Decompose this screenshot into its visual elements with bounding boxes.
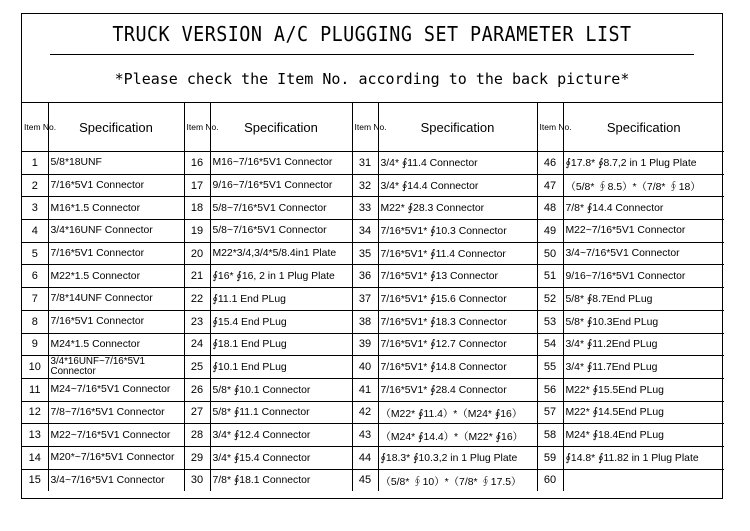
item-number-cell: 32 <box>352 174 378 197</box>
item-number-cell: 6 <box>22 265 48 288</box>
specification-cell: 3/4* ∮11.4 Connector <box>378 152 537 175</box>
specification-cell: 3/4* ∮14.4 Connector <box>378 174 537 197</box>
item-number-cell: 8 <box>22 310 48 333</box>
item-number-cell: 39 <box>352 333 378 356</box>
table-row <box>22 265 724 288</box>
specification-cell: 7/16*5V1* ∮11.4 Connector <box>378 242 537 265</box>
specification-cell: 3/4* ∮12.4 Connector <box>210 424 352 447</box>
item-number-cell: 56 <box>537 378 563 401</box>
specification-cell: （M24* ∮14.4）*（M22* ∮16） <box>378 424 537 447</box>
specification-cell: 7/16*5V1* ∮14.8 Connector <box>378 356 537 379</box>
item-number-cell: 22 <box>184 288 210 311</box>
specification-cell: M22* ∮15.5End PLug <box>563 378 724 401</box>
table-row <box>22 197 724 220</box>
item-number-cell: 59 <box>537 446 563 469</box>
specification-cell: 9/16~7/16*5V1 Connector <box>210 174 352 197</box>
item-number-cell: 37 <box>352 288 378 311</box>
specification-cell: ∮18.3* ∮10.3,2 in 1 Plug Plate <box>378 446 537 469</box>
table-row <box>22 174 724 197</box>
item-number-cell: 46 <box>537 152 563 175</box>
specification-cell: 7/16*5V1* ∮12.7 Connector <box>378 333 537 356</box>
item-no-header: Item No. <box>184 103 210 152</box>
item-number-cell: 24 <box>184 333 210 356</box>
specification-cell: 7/16*5V1 Connector <box>48 310 184 333</box>
item-number-cell: 52 <box>537 288 563 311</box>
item-number-cell: 19 <box>184 220 210 243</box>
table-row <box>22 242 724 265</box>
item-number-cell: 57 <box>537 401 563 424</box>
item-number-cell: 51 <box>537 265 563 288</box>
item-number-cell: 1 <box>22 152 48 175</box>
specification-cell: M22* ∮28.3 Connector <box>378 197 537 220</box>
specification-cell: 3/4~7/16*5V1 Connector <box>563 242 724 265</box>
item-number-cell: 3 <box>22 197 48 220</box>
parameter-sheet <box>21 13 723 499</box>
item-no-header: Item No. <box>22 103 48 152</box>
specification-cell: 3/4~7/16*5V1 Connector <box>48 469 184 491</box>
item-number-cell: 10 <box>22 356 48 379</box>
specification-cell: 7/16*5V1 Connector <box>48 242 184 265</box>
item-number-cell: 35 <box>352 242 378 265</box>
item-number-cell: 54 <box>537 333 563 356</box>
specification-cell: M22*3/4,3/4*5/8.4in1 Plate <box>210 242 352 265</box>
item-number-cell: 20 <box>184 242 210 265</box>
specification-cell: 5/8~7/16*5V1 Connector <box>210 197 352 220</box>
header-row <box>22 103 724 152</box>
specification-cell: M22* ∮14.5End PLug <box>563 401 724 424</box>
item-number-cell: 9 <box>22 333 48 356</box>
item-number-cell: 23 <box>184 310 210 333</box>
specification-cell: M22~7/16*5V1 Connector <box>48 424 184 447</box>
specification-cell: （5/8* ∮10）*（7/8* ∮17.5） <box>378 469 537 491</box>
item-number-cell: 50 <box>537 242 563 265</box>
item-number-cell: 55 <box>537 356 563 379</box>
specification-cell: （5/8* ∮8.5）*（7/8* ∮18） <box>563 174 724 197</box>
specification-cell: 3/4*16UNF Connector <box>48 220 184 243</box>
item-number-cell: 4 <box>22 220 48 243</box>
table-row <box>22 333 724 356</box>
table-row <box>22 424 724 447</box>
item-number-cell: 2 <box>22 174 48 197</box>
item-number-cell: 38 <box>352 310 378 333</box>
item-number-cell: 28 <box>184 424 210 447</box>
table-row <box>22 310 724 333</box>
specification-cell: 5/8~7/16*5V1 Connector <box>210 220 352 243</box>
specification-cell: 3/4* ∮11.2End PLug <box>563 333 724 356</box>
specification-cell: ∮18.1 End PLug <box>210 333 352 356</box>
item-number-cell: 30 <box>184 469 210 491</box>
item-number-cell: 42 <box>352 401 378 424</box>
item-number-cell: 44 <box>352 446 378 469</box>
item-no-header: Item No. <box>537 103 563 152</box>
specification-cell: M24~7/16*5V1 Connector <box>48 378 184 401</box>
specification-cell: ∮17.8* ∮8.7,2 in 1 Plug Plate <box>563 152 724 175</box>
specification-cell: 7/8* ∮18.1 Connector <box>210 469 352 491</box>
parameter-table <box>22 103 724 491</box>
specification-header: Specification <box>563 103 724 152</box>
specification-cell: ∮16* ∮16, 2 in 1 Plug Plate <box>210 265 352 288</box>
item-number-cell: 17 <box>184 174 210 197</box>
specification-cell: M22*1.5 Connector <box>48 265 184 288</box>
item-number-cell: 33 <box>352 197 378 220</box>
item-number-cell: 21 <box>184 265 210 288</box>
item-number-cell: 34 <box>352 220 378 243</box>
specification-cell: 5/8* ∮10.3End PLug <box>563 310 724 333</box>
specification-header: Specification <box>210 103 352 152</box>
specification-cell: 3/4*16UNF~7/16*5V1 Connector <box>48 356 184 379</box>
specification-cell: 7/16*5V1 Connector <box>48 174 184 197</box>
specification-cell: ∮15.4 End PLug <box>210 310 352 333</box>
specification-cell: 7/16*5V1* ∮10.3 Connector <box>378 220 537 243</box>
table-row <box>22 401 724 424</box>
item-number-cell: 53 <box>537 310 563 333</box>
table-row <box>22 288 724 311</box>
item-number-cell: 7 <box>22 288 48 311</box>
specification-cell: 7/8* ∮14.4 Connector <box>563 197 724 220</box>
item-number-cell: 29 <box>184 446 210 469</box>
item-number-cell: 25 <box>184 356 210 379</box>
table-body <box>22 152 724 492</box>
specification-cell: ∮10.1 End PLug <box>210 356 352 379</box>
specification-cell: 7/16*5V1* ∮13 Connector <box>378 265 537 288</box>
item-number-cell: 14 <box>22 446 48 469</box>
specification-header: Specification <box>378 103 537 152</box>
specification-cell: 5/8* ∮8.7End PLug <box>563 288 724 311</box>
item-number-cell: 16 <box>184 152 210 175</box>
specification-cell: M22~7/16*5V1 Connector <box>563 220 724 243</box>
specification-cell: ∮11.1 End PLug <box>210 288 352 311</box>
item-number-cell: 41 <box>352 378 378 401</box>
table-row <box>22 152 724 175</box>
specification-cell: 7/16*5V1* ∮18.3 Connector <box>378 310 537 333</box>
specification-cell: 9/16~7/16*5V1 Connector <box>563 265 724 288</box>
specification-cell <box>563 469 724 491</box>
specification-cell: M16~7/16*5V1 Connector <box>210 152 352 175</box>
item-number-cell: 48 <box>537 197 563 220</box>
item-number-cell: 11 <box>22 378 48 401</box>
specification-cell: 5/8* ∮11.1 Connector <box>210 401 352 424</box>
specification-cell: （M22* ∮11.4）*（M24* ∮16） <box>378 401 537 424</box>
specification-cell: ∮14.8* ∮11.82 in 1 Plug Plate <box>563 446 724 469</box>
item-number-cell: 58 <box>537 424 563 447</box>
item-number-cell: 43 <box>352 424 378 447</box>
item-number-cell: 36 <box>352 265 378 288</box>
item-number-cell: 40 <box>352 356 378 379</box>
item-no-header: Item No. <box>352 103 378 152</box>
specification-cell: M24*1.5 Connector <box>48 333 184 356</box>
item-number-cell: 27 <box>184 401 210 424</box>
instruction-note: *Please check the Item No. according to the back picture* <box>22 55 722 103</box>
specification-cell: M20*~7/16*5V1 Connector <box>48 446 184 469</box>
specification-cell: 7/8*14UNF Connector <box>48 288 184 311</box>
item-number-cell: 49 <box>537 220 563 243</box>
specification-cell: 3/4* ∮11.7End PLug <box>563 356 724 379</box>
table-row <box>22 469 724 491</box>
table-row <box>22 378 724 401</box>
specification-cell: 3/4* ∮15.4 Connector <box>210 446 352 469</box>
specification-cell: M16*1.5 Connector <box>48 197 184 220</box>
specification-header: Specification <box>48 103 184 152</box>
sheet-title: TRUCK VERSION A/C PLUGGING SET PARAMETER LIST <box>50 14 694 55</box>
specification-cell: 5/8*18UNF <box>48 152 184 175</box>
item-number-cell: 31 <box>352 152 378 175</box>
item-number-cell: 5 <box>22 242 48 265</box>
item-number-cell: 45 <box>352 469 378 491</box>
item-number-cell: 18 <box>184 197 210 220</box>
specification-cell: 7/8~7/16*5V1 Connector <box>48 401 184 424</box>
specification-cell: M24* ∮18.4End PLug <box>563 424 724 447</box>
item-number-cell: 47 <box>537 174 563 197</box>
item-number-cell: 13 <box>22 424 48 447</box>
table-row <box>22 446 724 469</box>
item-number-cell: 26 <box>184 378 210 401</box>
table-row <box>22 356 724 379</box>
table-row <box>22 220 724 243</box>
specification-cell: 7/16*5V1* ∮15.6 Connector <box>378 288 537 311</box>
item-number-cell: 60 <box>537 469 563 491</box>
specification-cell: 7/16*5V1* ∮28.4 Connector <box>378 378 537 401</box>
item-number-cell: 15 <box>22 469 48 491</box>
specification-cell: 5/8* ∮10.1 Connector <box>210 378 352 401</box>
item-number-cell: 12 <box>22 401 48 424</box>
